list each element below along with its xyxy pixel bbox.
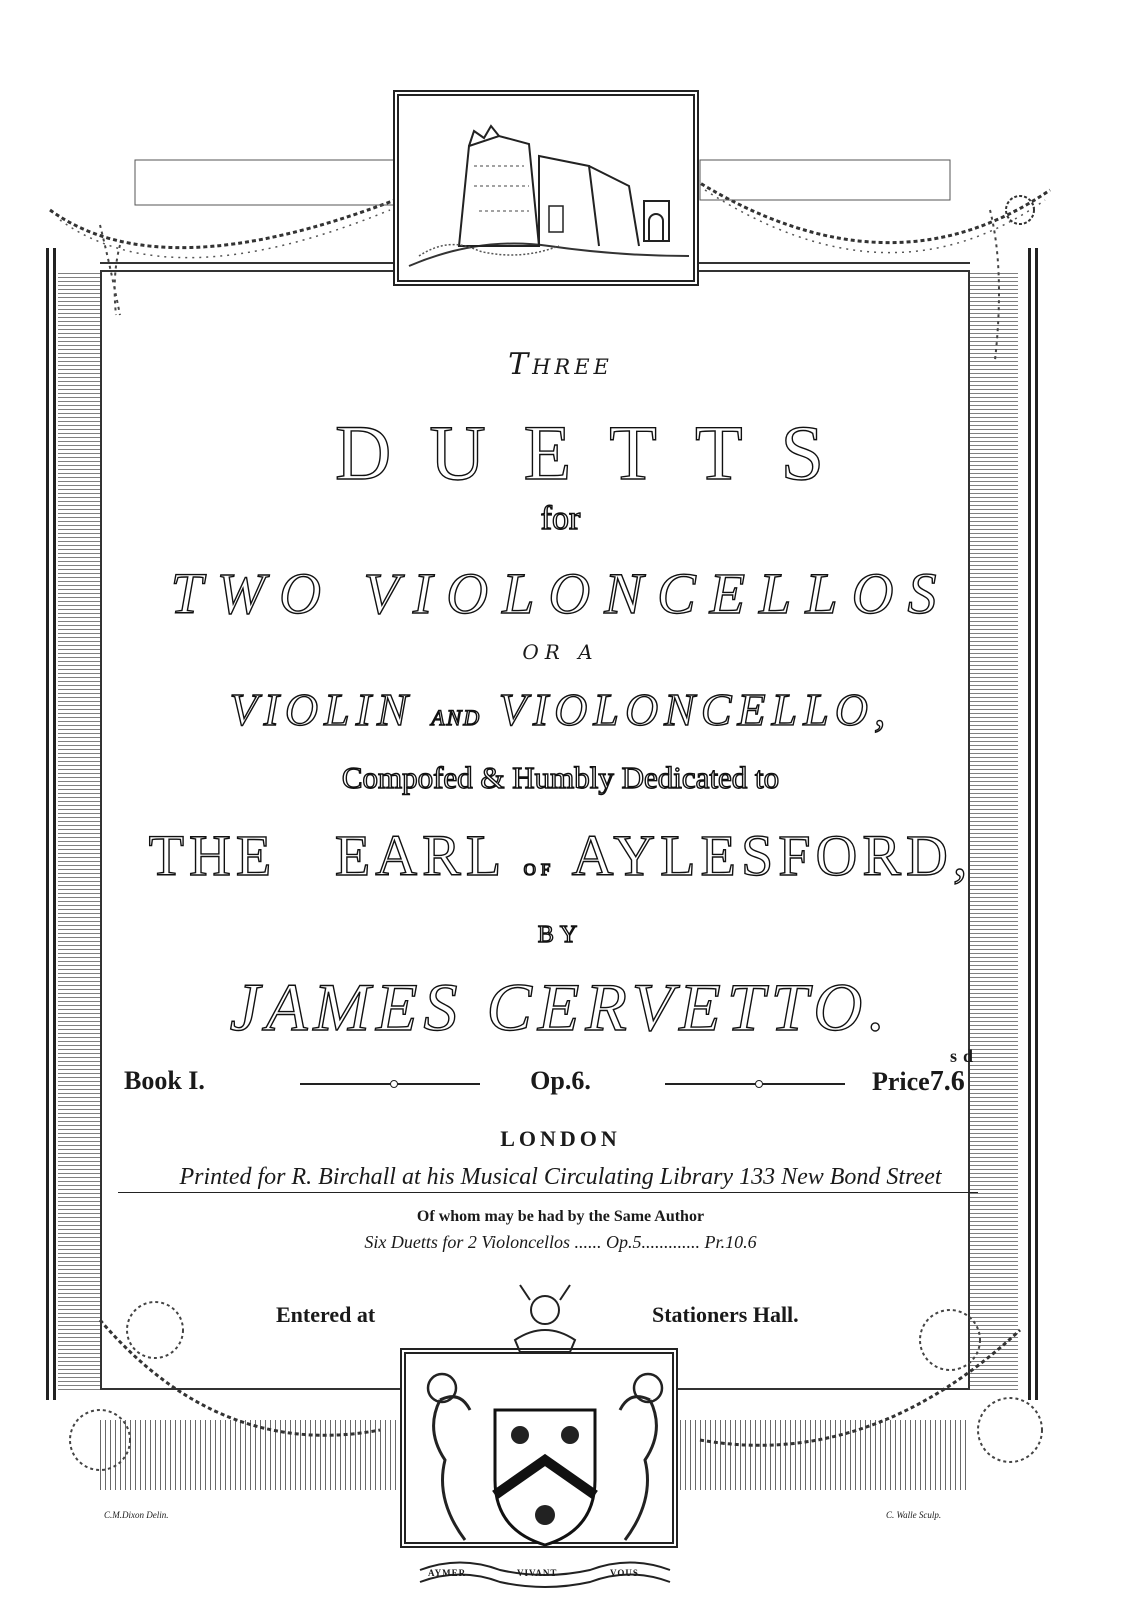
title-two-violoncellos: TWO VIOLONCELLOS: [170, 561, 951, 626]
dedicatee-line: [0, 822, 1121, 889]
title-three: Three: [508, 347, 613, 382]
price: [872, 1066, 965, 1098]
title-for: for: [540, 500, 581, 537]
motto-word-2: VIVANT: [517, 1568, 558, 1578]
dedication-line: Compofed & Humbly Dedicated to: [341, 760, 780, 795]
title-violin: VIOLIN: [229, 684, 414, 735]
motto-word-1: AYMER: [428, 1568, 467, 1578]
opus-number: Op.6.: [530, 1066, 591, 1095]
imprint-other-work: Six Duetts for 2 Violoncellos ...... Op.5............. Pr.10.6: [364, 1232, 757, 1252]
dedicatee-of: of: [523, 855, 556, 881]
price-label: Price: [872, 1067, 930, 1096]
entered-at: Entered at: [276, 1302, 376, 1327]
title-violoncello: VIOLONCELLO,: [498, 684, 892, 735]
ruined-tower-vignette: [393, 90, 699, 286]
book-number: Book I.: [124, 1066, 205, 1095]
dedicatee-earl: EARL: [334, 823, 505, 888]
composer-name: JAMES CERVETTO.: [229, 969, 892, 1045]
garland-left-icon: [40, 150, 400, 350]
title-and: AND: [431, 705, 482, 730]
motto-word-3: VOUS: [610, 1568, 639, 1578]
dedicatee-aylesford: AYLESFORD,: [571, 823, 973, 888]
castle-ruin-icon: [399, 96, 693, 280]
price-value: 7.6: [929, 1066, 965, 1097]
dedicatee-the: THE: [148, 823, 277, 888]
imprint-printed-for: Printed for R. Birchall at his Musical Circulating Library 133 New Bond Street: [179, 1164, 942, 1190]
by-line: BY: [537, 922, 584, 948]
artist-credit: C.M.Dixon Delin.: [104, 1510, 169, 1520]
engraver-credit: C. Walle Sculp.: [886, 1510, 942, 1520]
garland-right-icon: [690, 140, 1060, 380]
title-violin-and-violoncello: [0, 683, 1121, 736]
imprint-city: LONDON: [500, 1126, 621, 1151]
price-units: sd: [950, 1046, 980, 1066]
imprint-rule: [118, 1192, 978, 1193]
title-or-a: OR A: [522, 640, 599, 664]
title-duetts: DUETTS: [335, 409, 862, 496]
ornamental-rule-right: [665, 1083, 845, 1085]
coat-of-arms-icon: [380, 1270, 710, 1595]
imprint-of-whom: Of whom may be had by the Same Author: [416, 1208, 705, 1225]
stationers-hall: Stationers Hall.: [652, 1302, 799, 1327]
